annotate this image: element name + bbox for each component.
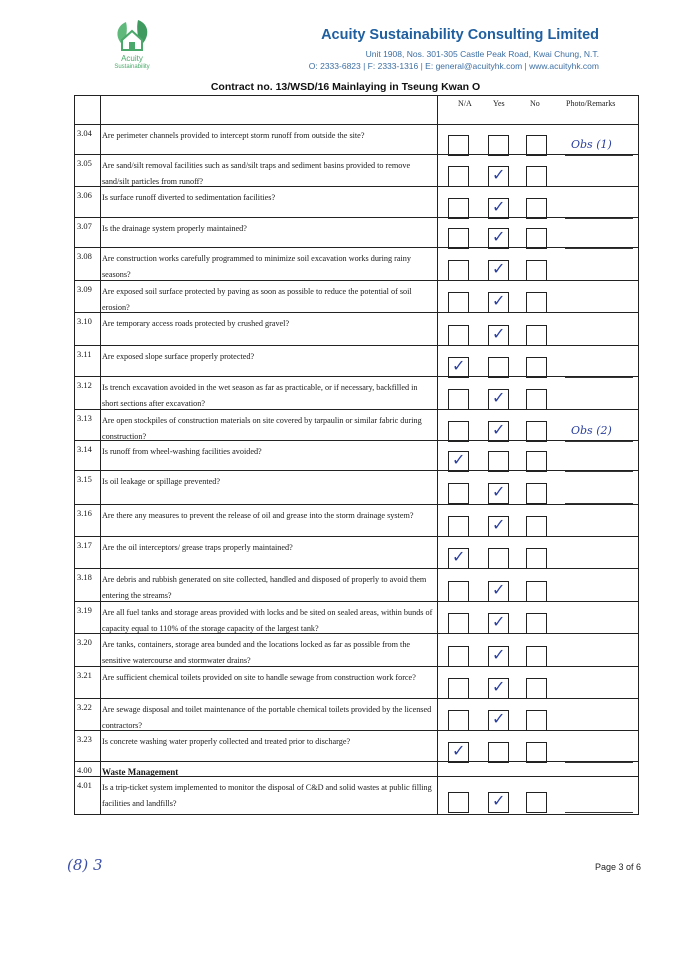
table-row (75, 470, 638, 505)
check-mark-icon: ✓ (492, 791, 506, 810)
item-number: 3.08 (77, 251, 92, 261)
checkbox-no[interactable] (526, 483, 547, 504)
table-row (75, 633, 638, 667)
item-question: Are sand/silt removal facilities such as sand/silt traps and sediment basins provided to remove sand/silt particles from runoff? (102, 161, 411, 186)
item-number: 3.10 (77, 316, 92, 326)
logo-subtitle: Sustainability (114, 64, 150, 70)
table-row (75, 666, 638, 699)
checkbox-no[interactable] (526, 678, 547, 699)
item-number: 3.07 (77, 221, 92, 231)
handwritten-remark: Obs (1) (571, 138, 612, 151)
check-mark-icon: ✓ (492, 420, 506, 439)
item-number: 4.01 (77, 780, 92, 790)
item-number: 3.15 (77, 474, 92, 484)
column-header-yes: Yes (493, 99, 505, 108)
item-number: 3.19 (77, 605, 92, 615)
company-contacts: O: 2333-6823 | F: 2333-1316 | E: general@acuityhk.com | www.acuityhk.com (308, 61, 599, 71)
item-number: 3.21 (77, 670, 92, 680)
company-logo (102, 16, 162, 74)
check-mark-icon: ✓ (492, 259, 506, 278)
table-row (75, 376, 638, 410)
checkbox-na[interactable] (448, 198, 469, 219)
item-question: Are there any measures to prevent the release of oil and grease into the storm drainage system? (102, 511, 414, 520)
column-header-remarks: Photo/Remarks (566, 99, 616, 108)
checkbox-na[interactable] (448, 260, 469, 281)
checkbox-na[interactable] (448, 483, 469, 504)
checkbox-no[interactable] (526, 451, 547, 472)
checkbox-yes[interactable] (488, 451, 509, 472)
item-number: 3.18 (77, 572, 92, 582)
checkbox-na[interactable] (448, 516, 469, 537)
item-number: 3.12 (77, 380, 92, 390)
item-number: 3.05 (77, 158, 92, 168)
check-mark-icon: ✓ (492, 197, 506, 216)
section-title: Waste Management (102, 767, 179, 777)
checkbox-no[interactable] (526, 581, 547, 602)
table-row (75, 124, 638, 155)
checkbox-na[interactable] (448, 710, 469, 731)
handwritten-remark: Obs (2) (571, 424, 612, 437)
table-row (75, 409, 638, 441)
checkbox-no[interactable] (526, 389, 547, 410)
check-mark-icon: ✓ (492, 291, 506, 310)
table-row (75, 776, 638, 817)
table-row (75, 536, 638, 569)
checkbox-no[interactable] (526, 292, 547, 313)
check-mark-icon: ✓ (492, 709, 506, 728)
remark-line (565, 812, 633, 813)
item-question: Are perimeter channels provided to intercept storm runoff from outside the site? (102, 131, 365, 140)
item-question: Is concrete washing water properly collected and treated prior to discharge? (102, 737, 351, 746)
checkbox-na[interactable] (448, 421, 469, 442)
checkbox-na[interactable] (448, 325, 469, 346)
company-name: Acuity Sustainability Consulting Limited (321, 27, 599, 43)
checkbox-na[interactable] (448, 613, 469, 634)
table-row (75, 186, 638, 218)
checkbox-na[interactable] (448, 581, 469, 602)
check-mark-icon: ✓ (492, 227, 506, 246)
table-row (75, 217, 638, 248)
item-number: 3.22 (77, 702, 92, 712)
check-mark-icon: ✓ (492, 388, 506, 407)
item-number: 3.04 (77, 128, 92, 138)
page-number: Page 3 of 6 (594, 862, 641, 872)
column-header-no: No (530, 99, 540, 108)
check-mark-icon: ✓ (452, 741, 466, 760)
check-mark-icon: ✓ (492, 515, 506, 534)
item-question: Are sewage disposal and toilet maintenance of the portable chemical toilets provided by the licensed contractors? (102, 705, 432, 730)
item-question: Are all fuel tanks and storage areas provided with locks and be sited on sealed areas, within bunds of capacity equal to 110% of the storage capacity of the largest tank? (102, 608, 433, 633)
table-row (75, 312, 638, 346)
checkbox-no[interactable] (526, 166, 547, 187)
table-row (75, 247, 638, 281)
checkbox-na[interactable] (448, 166, 469, 187)
item-question: Is trench excavation avoided in the wet season as far as practicable, or if necessary, backfilled in short sections after excavation? (102, 383, 418, 408)
item-number: 3.23 (77, 734, 92, 744)
item-question: Is oil leakage or spillage prevented? (102, 477, 220, 486)
item-question: Are construction works carefully programmed to minimize soil excavation works during rainy seasons? (102, 254, 411, 279)
check-mark-icon: ✓ (492, 645, 506, 664)
check-mark-icon: ✓ (492, 677, 506, 696)
table-row (75, 345, 638, 377)
table-row (75, 730, 638, 762)
checkbox-na[interactable] (448, 389, 469, 410)
item-question: Is surface runoff diverted to sedimentation facilities? (102, 193, 276, 202)
check-mark-icon: ✓ (492, 165, 506, 184)
contract-title: Contract no. 13/WSD/16 Mainlaying in Tseung Kwan O (210, 81, 481, 93)
item-question: Are temporary access roads protected by crushed gravel? (102, 319, 290, 328)
company-address: Unit 1908, Nos. 301-305 Castle Peak Road, Kwai Chung, N.T. (365, 49, 599, 59)
item-question: Are the oil interceptors/ grease traps properly maintained? (102, 543, 293, 552)
table-row (75, 698, 638, 731)
checkbox-yes[interactable] (488, 357, 509, 378)
checkbox-na[interactable] (448, 792, 469, 813)
checkbox-no[interactable] (526, 792, 547, 813)
section-row (75, 761, 638, 777)
check-mark-icon: ✓ (492, 580, 506, 599)
item-number: 3.14 (77, 444, 92, 454)
checkbox-yes[interactable] (488, 548, 509, 569)
checkbox-na[interactable] (448, 292, 469, 313)
checkbox-no[interactable] (526, 198, 547, 219)
item-question: Are exposed soil surface protected by paving as soon as possible to reduce the potential of soil erosion? (102, 287, 412, 312)
item-question: Are exposed slope surface properly protected? (102, 352, 255, 361)
checkbox-no[interactable] (526, 548, 547, 569)
item-number: 3.16 (77, 508, 92, 518)
checkbox-na[interactable] (448, 135, 469, 156)
item-number: 3.13 (77, 413, 92, 423)
checkbox-na[interactable] (448, 228, 469, 249)
table-row (75, 280, 638, 313)
item-number: 3.17 (77, 540, 92, 550)
checkbox-yes[interactable] (488, 742, 509, 763)
table-row (75, 154, 638, 187)
item-question: Is runoff from wheel-washing facilities avoided? (102, 447, 262, 456)
table-row (75, 601, 638, 634)
logo-word: Acuity (121, 54, 143, 63)
table-row (75, 440, 638, 471)
table-row (75, 568, 638, 602)
check-mark-icon: ✓ (492, 324, 506, 343)
checkbox-no[interactable] (526, 742, 547, 763)
handwritten-note: (8) 3 (67, 856, 103, 874)
checkbox-na[interactable] (448, 646, 469, 667)
checkbox-no[interactable] (526, 357, 547, 378)
table-row (75, 504, 638, 537)
item-question: Is a trip-ticket system implemented to monitor the disposal of C&D and solid wastes at public filling facilities and landfills? (102, 783, 432, 808)
item-question: Are sufficient chemical toilets provided on site to handle sewage from construction work force? (102, 673, 416, 682)
item-question: Is the drainage system properly maintained? (102, 224, 247, 233)
checkbox-no[interactable] (526, 710, 547, 731)
item-question: Are debris and rubbish generated on site collected, handled and disposed of properly to avoid them entering the streams? (102, 575, 427, 600)
item-number: 3.11 (77, 349, 92, 359)
check-mark-icon: ✓ (452, 450, 466, 469)
checkbox-no[interactable] (526, 516, 547, 537)
checkbox-no[interactable] (526, 325, 547, 346)
item-number: 3.20 (77, 637, 92, 647)
checkbox-no[interactable] (526, 646, 547, 667)
column-header-na: N/A (458, 99, 472, 108)
checkbox-no[interactable] (526, 613, 547, 634)
checkbox-na[interactable] (448, 678, 469, 699)
check-mark-icon: ✓ (492, 612, 506, 631)
item-number: 3.09 (77, 284, 92, 294)
item-question: Are tanks, containers, storage area bunded and the locations locked as far as possible from the sensitive watercourse and stormwater drains? (102, 640, 411, 665)
check-mark-icon: ✓ (452, 547, 466, 566)
check-mark-icon: ✓ (492, 482, 506, 501)
checkbox-no[interactable] (526, 228, 547, 249)
item-question: Are open stockpiles of construction materials on site covered by tarpaulin or similar fabric during construction? (102, 416, 422, 441)
checkbox-yes[interactable] (488, 135, 509, 156)
checkbox-no[interactable] (526, 135, 547, 156)
checklist-table (74, 95, 639, 815)
leaf-house-icon (102, 16, 162, 56)
item-number: 3.06 (77, 190, 92, 200)
checkbox-no[interactable] (526, 421, 547, 442)
check-mark-icon: ✓ (452, 356, 466, 375)
checkbox-no[interactable] (526, 260, 547, 281)
item-number: 4.00 (77, 765, 92, 775)
